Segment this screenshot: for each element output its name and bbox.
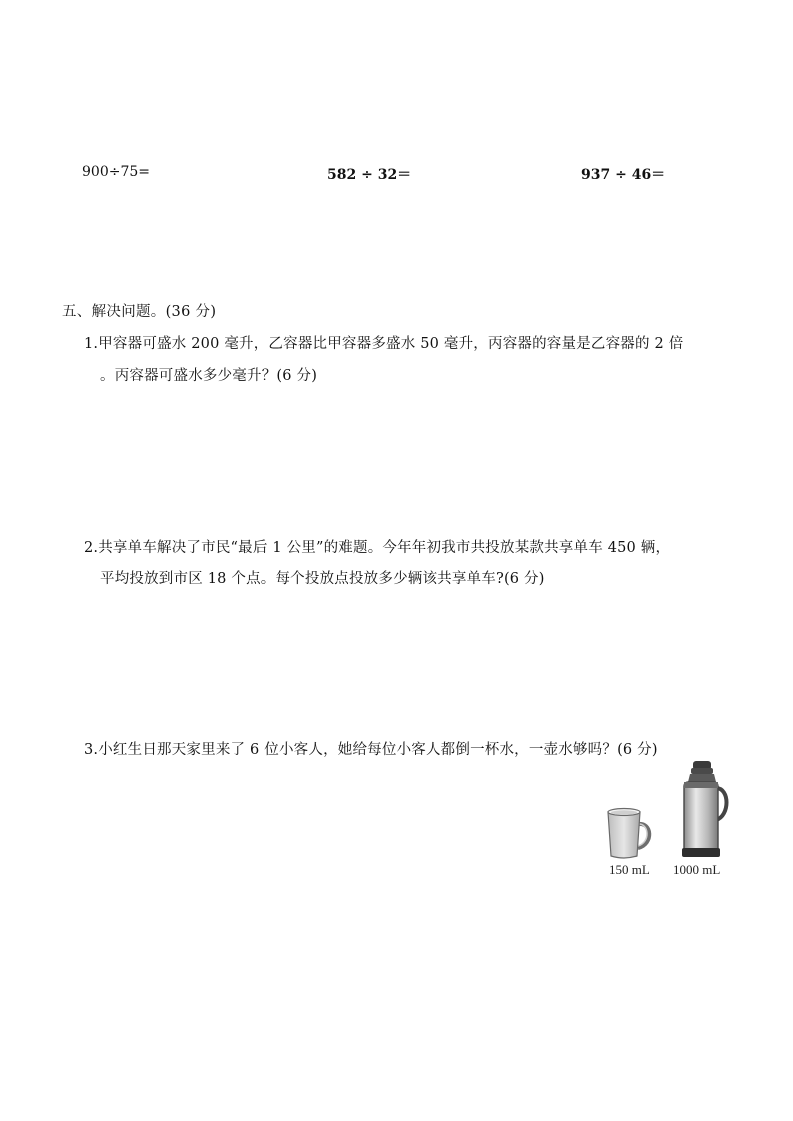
calc-937-div-46: 937 ÷ 46＝: [581, 167, 666, 183]
thermos-flask-icon: [676, 758, 732, 862]
question-3-line-1: 3.小红生日那天家里来了 6 位小客人，她给每位小客人都倒一杯水，一壶水够吗？(6 分): [84, 742, 658, 758]
cup-icon: [604, 806, 656, 862]
calc-900-div-75: 900÷75=: [82, 164, 150, 180]
question-2-line-2: 平均投放到市区 18 个点。每个投放点投放多少辆该共享单车?(6 分): [100, 571, 545, 587]
question-1-line-2: 。丙容器可盛水多少毫升？(6 分): [100, 368, 318, 384]
question-2-line-1: 2.共享单车解决了市民“最后 1 公里”的难题。今年年初我市共投放某款共享单车 450 辆，: [84, 540, 671, 556]
section-title: 五、解决问题。(36 分): [62, 304, 217, 320]
calc-582-div-32: 582 ÷ 32＝: [327, 167, 412, 183]
flask-capacity-label: 1000 mL: [673, 862, 721, 877]
question-1-line-1: 1.甲容器可盛水 200 毫升，乙容器比甲容器多盛水 50 毫升，丙容器的容量是乙容器的 2 倍: [84, 336, 684, 352]
cup-capacity-label: 150 mL: [609, 862, 650, 877]
